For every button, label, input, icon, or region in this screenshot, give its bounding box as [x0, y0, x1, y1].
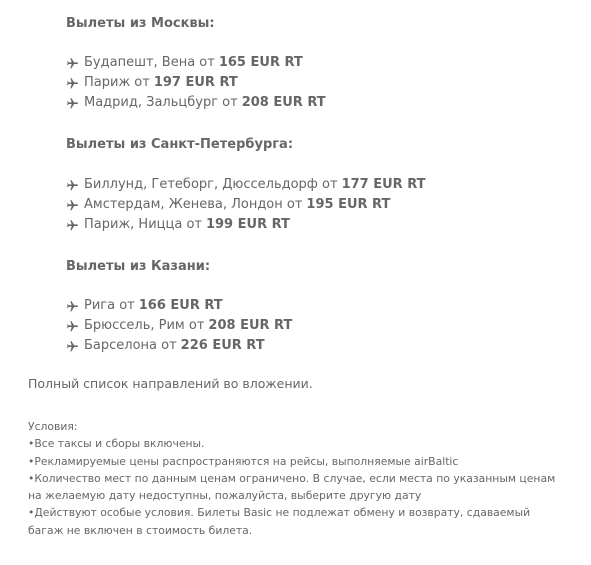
route-price: 195 EUR RT — [306, 197, 391, 212]
section-title: Вылеты из Санкт-Петербурга: — [66, 137, 294, 152]
airplane-icon — [66, 320, 79, 333]
section-title: Вылеты из Москвы: — [66, 16, 215, 31]
route-list — [66, 175, 426, 235]
route-destinations: Париж от — [84, 75, 150, 90]
route-destinations: Мадрид, Зальцбург от — [84, 95, 238, 110]
route-price: 208 EUR RT — [208, 318, 293, 333]
route-list — [66, 296, 292, 356]
route-destinations: Барселона от — [84, 338, 177, 353]
route-destinations: Брюссель, Рим от — [84, 318, 205, 333]
conditions-block — [28, 418, 568, 539]
airplane-icon — [66, 340, 79, 353]
section-moscow — [66, 16, 326, 113]
route-price: 177 EUR RT — [341, 177, 426, 192]
route-list — [66, 53, 326, 113]
route-item — [66, 73, 326, 93]
route-destinations: Париж, Ницца от — [84, 217, 202, 232]
condition-item: •Все таксы и сборы включены. — [28, 437, 205, 451]
airplane-icon — [66, 300, 79, 313]
route-destinations: Рига от — [84, 298, 135, 313]
section-title: Вылеты из Казани: — [66, 259, 211, 274]
airplane-icon — [66, 57, 79, 70]
airplane-icon — [66, 77, 79, 90]
condition-item: •Количество мест по данным ценам ограничено. В случае, если места по указанным ценам на желаемую дату недоступны, пожалуйста, выберите другую дату — [28, 471, 556, 503]
conditions-title: Условия: — [28, 420, 78, 433]
route-price: 226 EUR RT — [180, 338, 265, 353]
route-price: 165 EUR RT — [218, 55, 303, 70]
route-price: 197 EUR RT — [153, 75, 238, 90]
route-destinations: Биллунд, Гетеборг, Дюссельдорф от — [84, 177, 338, 192]
section-saint-petersburg — [66, 137, 426, 235]
route-destinations: Будапешт, Вена от — [84, 55, 215, 70]
route-price: 166 EUR RT — [138, 298, 223, 313]
route-price: 199 EUR RT — [205, 217, 290, 232]
route-item — [66, 296, 292, 316]
route-item — [66, 53, 326, 73]
route-item — [66, 316, 292, 336]
route-item — [66, 215, 426, 235]
route-price: 208 EUR RT — [241, 95, 326, 110]
airplane-icon — [66, 219, 79, 232]
route-item — [66, 175, 426, 195]
route-item — [66, 336, 292, 356]
airplane-icon — [66, 97, 79, 110]
route-item — [66, 93, 326, 113]
route-destinations: Амстердам, Женева, Лондон от — [84, 197, 303, 212]
condition-item: •Действуют особые условия. Билеты Basic не подлежат обмену и возврату, сдаваемый багаж не включен в стоимость билета. — [28, 506, 531, 537]
airplane-icon — [66, 179, 79, 192]
attachment-note: Полный список направлений во вложении. — [28, 376, 313, 391]
section-kazan — [66, 259, 292, 356]
route-item — [66, 195, 426, 215]
airplane-icon — [66, 199, 79, 212]
condition-item: •Рекламируемые цены распространяются на рейсы, выполняемые airBaltic — [28, 454, 459, 468]
